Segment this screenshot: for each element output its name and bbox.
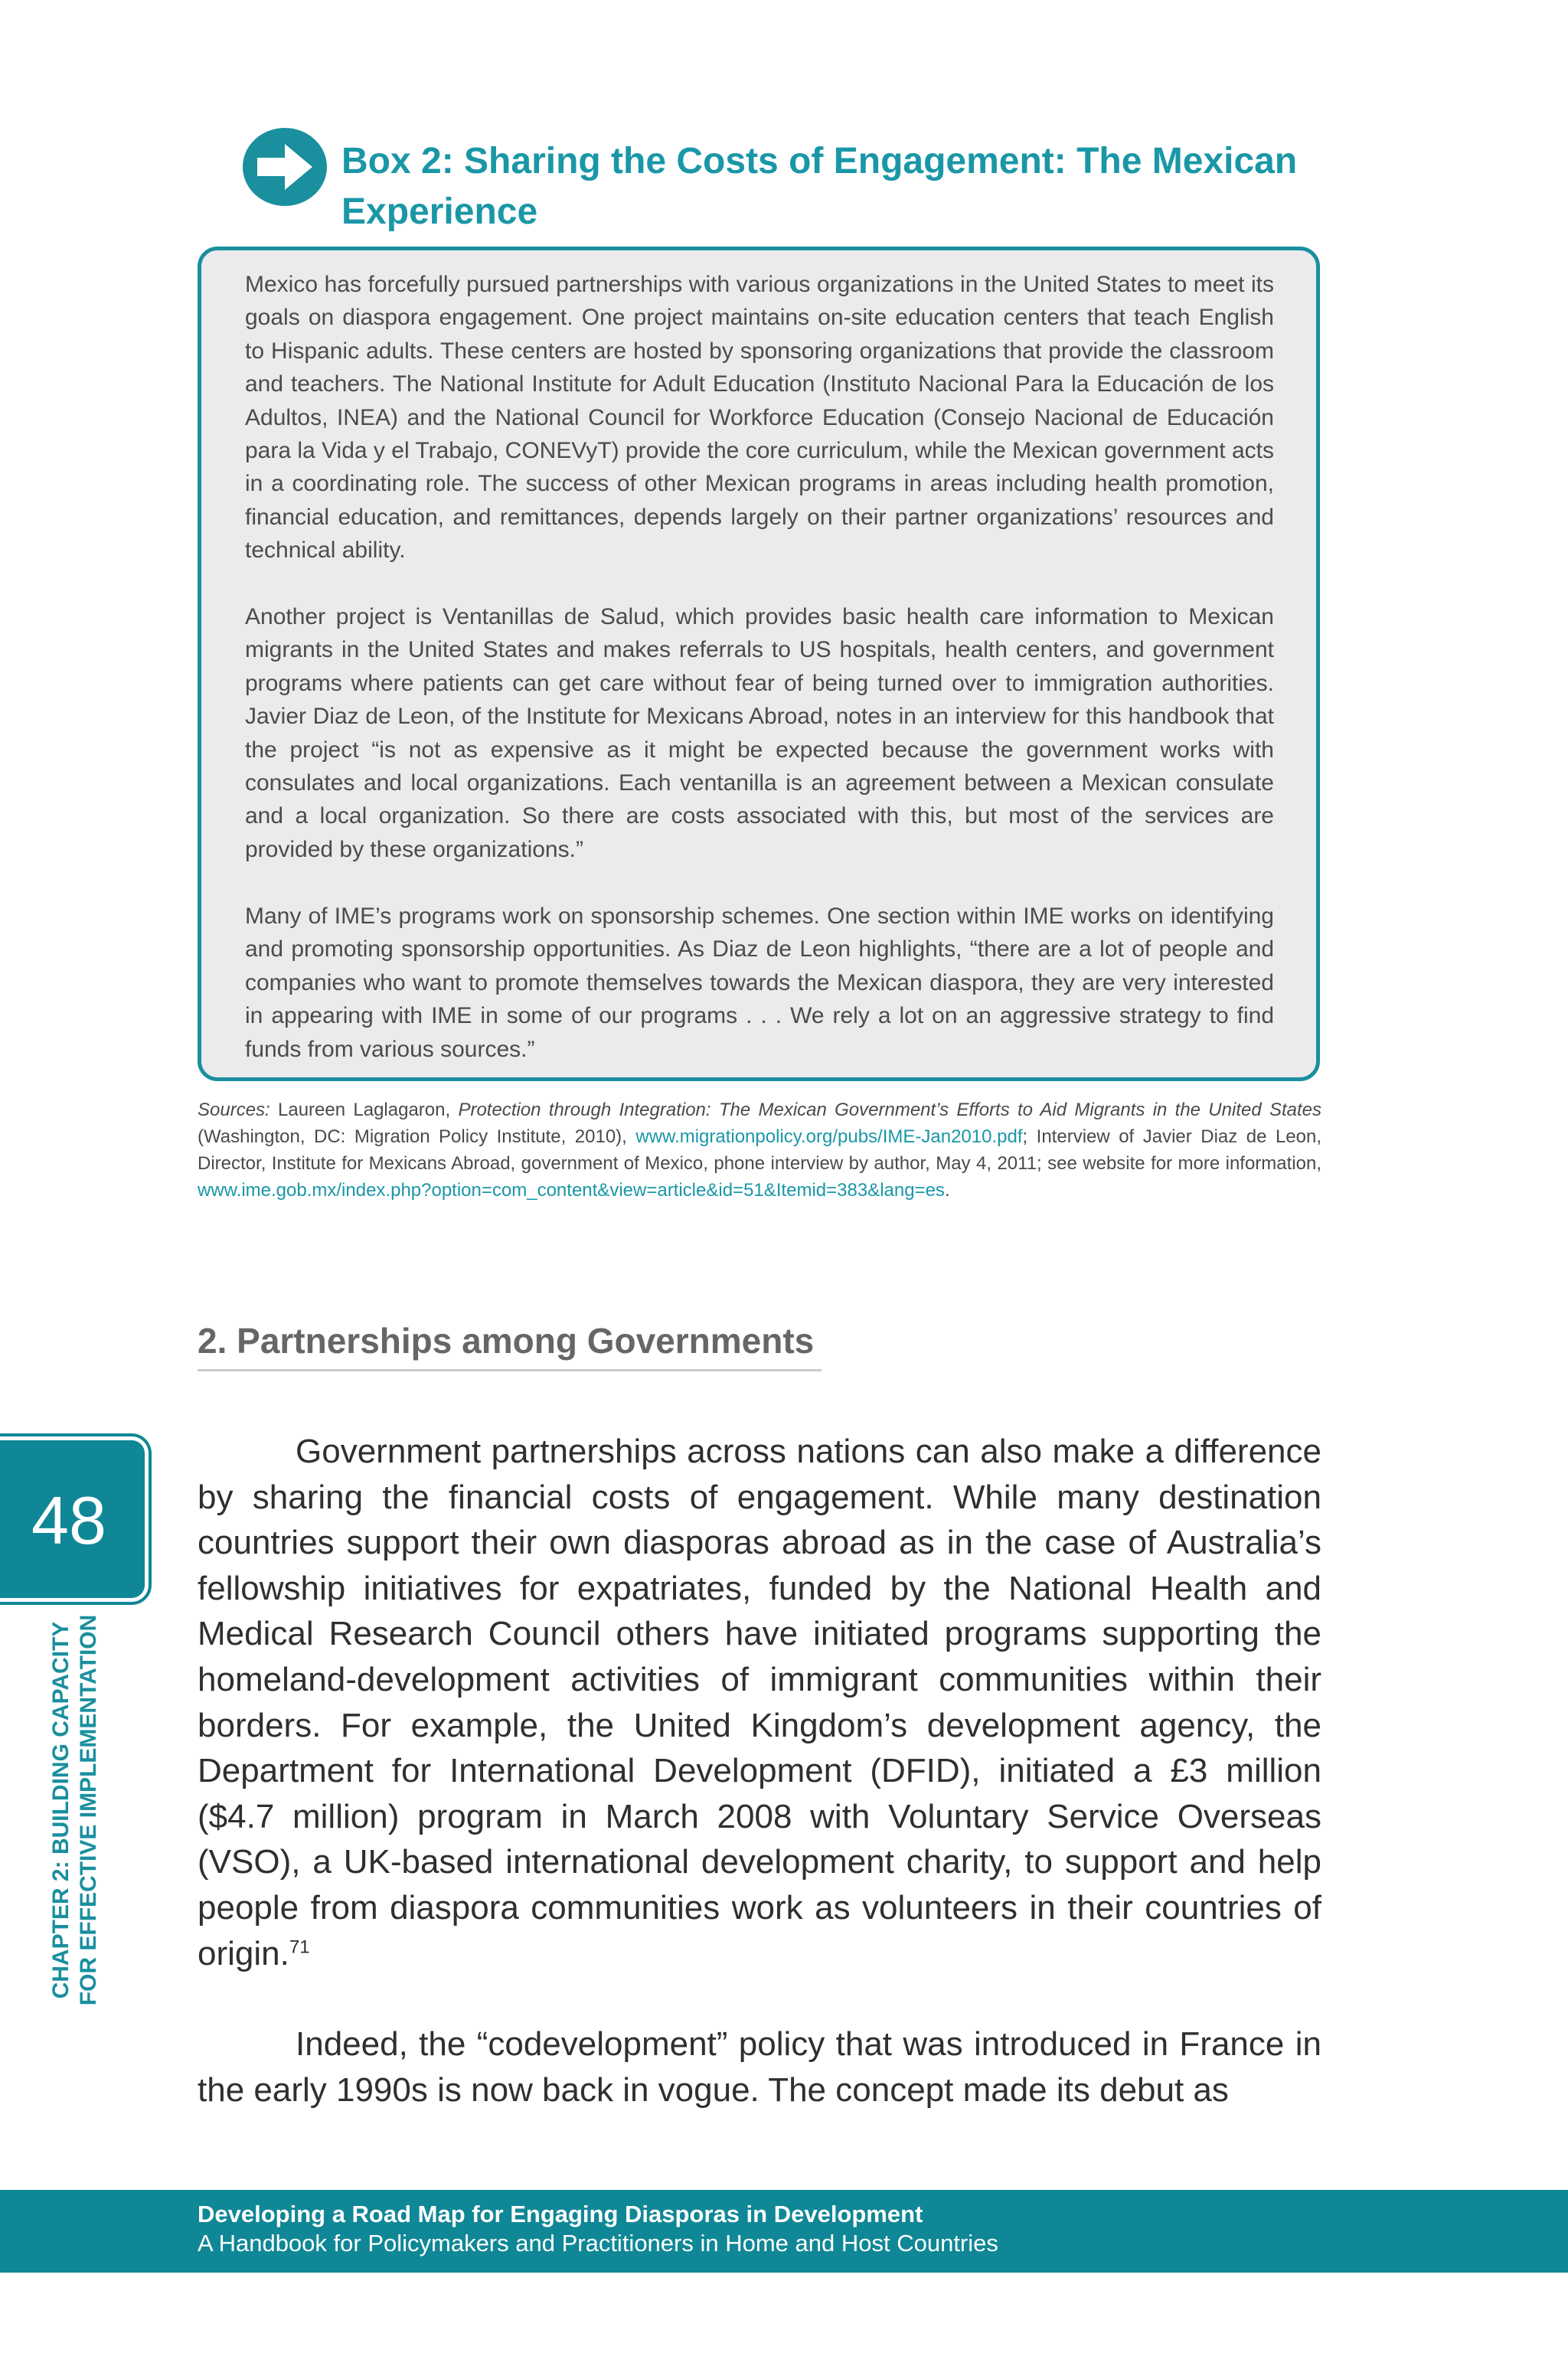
sources-link-ime[interactable]: www.ime.gob.mx/index.php?option=com_content&view=article&id=51&Itemid=383&lang=es: [198, 1180, 945, 1201]
sources-text: ; Interview of Javier Diaz de Leon, Director, Institute for Mexicans Abroad, government of Mexico, phone interview by author, May 4, 2011; see website for more information,: [198, 1126, 1322, 1174]
box-paragraph: Another project is Ventanillas de Salud, which provides basic health care information to Mexican migrants in the United States and makes referrals to US hospitals, health centers, and government programs where patients can get care without fear of being turned over to immigration authorities. Javier Diaz de Leon, of the Institute for Mexicans Abroad, notes in an interview for this handbook that the project “is not as expensive as it might be expected because the government works with consulates and local organizations. Each ventanilla is an agreement between a Mexican consulate and a local organization. So there are costs associated with this, but most of the services are provided by these organizations.”: [245, 604, 1274, 862]
section-heading: 2. Partnerships among Governments: [198, 1317, 822, 1371]
chapter-label-line: FOR EFFECTIVE IMPLEMENTATION: [76, 1614, 101, 2006]
body-paragraph: [198, 1429, 1321, 1976]
footnote-ref[interactable]: 71: [289, 1936, 310, 1957]
page-number: 48: [31, 1482, 106, 1558]
box-title: Box 2: Sharing the Costs of Engagement: The Mexican Experience: [341, 141, 1298, 232]
sources-note: [198, 1096, 1321, 1204]
footer-title: Developing a Road Map for Engaging Diasporas in Development: [198, 2201, 923, 2227]
sources-end: .: [944, 1180, 950, 1201]
box-paragraph: Many of IME’s programs work on sponsorship schemes. One section within IME works on identifying and promoting sponsorship opportunities. As Diaz de Leon highlights, “there are a lot of people and companies who want to promote themselves towards the Mexican diaspora, they are very interested in appearing with IME in some of our programs . . . We rely a lot on an aggressive strategy to find funds from various sources.”: [245, 904, 1274, 1062]
chapter-label-line: CHAPTER 2: BUILDING CAPACITY: [48, 1621, 74, 1999]
sources-label: Sources:: [198, 1100, 270, 1120]
body-paragraph-text: Government partnerships across nations can also make a difference by sharing the financial costs of engagement. While many destination countries support their own diasporas abroad as in the case of Australia’s fellowship initiatives for expatriates, funded by the National Health and Medical Research Council others have initiated programs supporting the homeland-development activities of immigrant communities within their borders. For example, the United Kingdom’s development agency, the Department for International Development (DFID), initiated a £3 million ($4.7 million) program in March 2008 with Voluntary Service Overseas (VSO), a UK-based international development charity, to support and help people from diaspora communities work as volunteers in their countries of origin.: [198, 1433, 1321, 1972]
body-paragraph: Indeed, the “codevelopment” policy that was introduced in France in the early 1990s is now back in vogue. The concept made its debut as: [198, 2025, 1321, 2109]
footer-subtitle: A Handbook for Policymakers and Practitioners in Home and Host Countries: [198, 2230, 998, 2257]
sources-text: Laureen Laglagaron,: [278, 1100, 451, 1120]
sources-title: Protection through Integration: The Mexican Government’s Efforts to Aid Migrants in the United States: [458, 1100, 1322, 1120]
box-paragraph: Mexico has forcefully pursued partnerships with various organizations in the United States to meet its goals on diaspora engagement. One project maintains on-site education centers that teach English to Hispanic adults. These centers are hosted by sponsoring organizations that provide the classroom and teachers. The National Institute for Adult Education (Instituto Nacional Para la Educación de los Adultos, INEA) and the National Council for Workforce Education (Consejo Nacional de Educación para la Vida y el Trabajo, CONEVyT) provide the core curriculum, while the Mexican government acts in a coordinating role. The success of other Mexican programs in areas including health promotion, financial education, and remittances, depends largely on their partner organizations’ resources and technical ability.: [245, 272, 1274, 564]
sources-text: (Washington, DC: Migration Policy Institute, 2010),: [198, 1126, 627, 1147]
arrow-right-circle-icon: [242, 127, 328, 207]
sources-link-mpi[interactable]: www.migrationpolicy.org/pubs/IME-Jan2010.pdf: [635, 1126, 1023, 1147]
chapter-label: [47, 1611, 103, 2009]
